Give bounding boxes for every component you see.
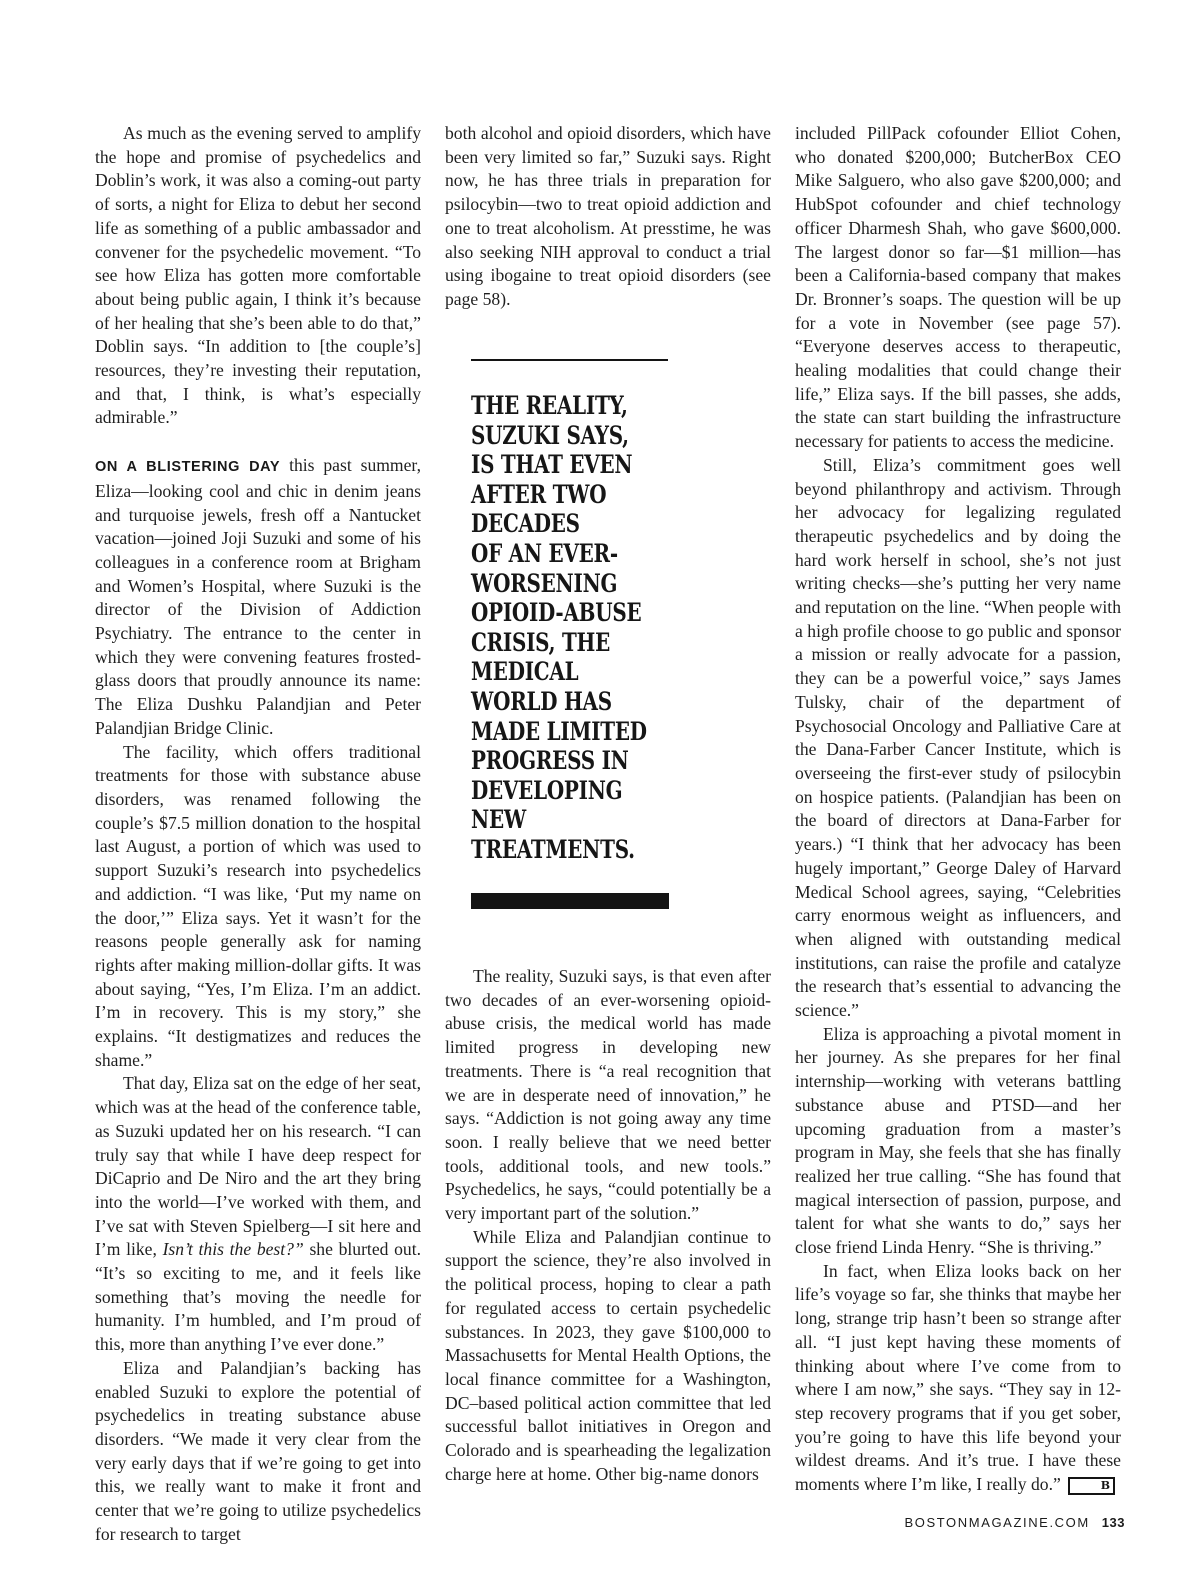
section-lead-in: ON A BLISTERING DAY bbox=[95, 459, 281, 476]
pull-quote-line: SUZUKI SAYS, bbox=[471, 420, 629, 451]
paragraph: Eliza and Palandjian’s backing has enabled Suzuki to explore the potential of psychedelics in treating substance abuse disorders. “We made it very clear from the very early days that if we’re going to get into this, we really want to make it front and center that we’re going to utilize psychedelics for research to target bbox=[95, 1357, 421, 1544]
article-end-mark-icon: B bbox=[1068, 1477, 1115, 1495]
paragraph: While Eliza and Palandjian continue to support the science, they’re also involved in the political process, hoping to clear a path for regulated access to certain psychedelic substances. In 2023, they gave $100,000 to Massachusetts for Mental Health Options, the local finance committee for a Washington, DC–based political action committee that led successful ballot initiatives in Oregon and Colorado and is spearheading the legalization charge here at home. Other big-name donors bbox=[445, 1226, 771, 1484]
pull-quote-line: MADE LIMITED bbox=[471, 716, 647, 747]
paragraph-continuation: included PillPack cofounder Elliot Cohen, who donated $200,000; ButcherBox CEO Mike Salguero, who also gave $200,000; and HubSpot cofounder and chief technology officer Dharmesh Shah, who gave $600,000. The largest donor so far—$1 million—has been a California-based company that makes Dr. Bronner’s soaps. The question will be up for a vote in November (see page 57). “Everyone deserves access to therapeutic, healing modalities that could change their life,” Eliza says. If the bill passes, she adds, the state can start building the infrastructure necessary for patients to access the medicine. bbox=[795, 123, 1121, 452]
footer-page-number: 133 bbox=[1101, 1515, 1125, 1530]
paragraph: The reality, Suzuki says, is that even after two decades of an ever-worsening opioid-abuse crisis, the medical world has made limited progress in developing new treatments. There is “a real recognition that we are in desperate need of innovation,” he says. “Addiction is not going away any time soon. I really believe that we need better tools, additional tools, and new tools.” Psychedelics, he says, “could potentially be a very important part of the solution.” bbox=[445, 966, 771, 1224]
pull-quote-text bbox=[471, 391, 647, 866]
paragraph-text: this past summer, Eliza—looking cool and chic in denim jeans and turquoise jewels, fresh off a Nantucket vacation—joined Joji Suzuki and some of his colleagues in a conference room at Brigham and Women’s Hospital, where Suzuki is the director of the Division of Addiction Psychiatry. The entrance to the center in which they were convening features frosted-glass doors that proudly announce its name: The Eliza Dushku Palandjian and Peter Palandjian Bridge Clinic. bbox=[95, 455, 421, 738]
pull-quote-bottom-bar bbox=[471, 893, 669, 909]
paragraph-text: That day, Eliza sat on the edge of her seat, which was at the head of the conference table, as Suzuki updated her on his research. “I can truly say that while I have deep respect for DiCaprio and De Niro and the art they bring into the world—I’ve worked with them, and I’ve sat with Steven Spielberg—I sit here and I’m like, bbox=[95, 1073, 421, 1260]
paragraph-text: she blurted out. “It’s so exciting to me, and it feels like something that’s moving the needle for humanity. I’m humbled, and I’m proud of this, more than anything I’ve ever done.” bbox=[95, 1239, 421, 1355]
page-footer bbox=[905, 1515, 1126, 1530]
pull-quote-line: DEVELOPING bbox=[471, 775, 623, 806]
pull-quote-line: IS THAT EVEN bbox=[471, 450, 633, 481]
paragraph-text: In fact, when Eliza looks back on her life’s voyage so far, she thinks that maybe her long, strange trip hasn’t been so strange after all. “I just kept having these moments of thinking about where I’ve come from to where I am now,” she says. “They say in 12-step recovery programs that if you get sober, you’re going to have this life beyond your wildest dreams. And it’s true. I have these moments where I’m like, I really do.” bbox=[795, 1260, 1121, 1495]
pull-quote bbox=[471, 359, 671, 909]
column-left bbox=[95, 122, 421, 1546]
pull-quote-line: NEW bbox=[471, 805, 526, 836]
pull-quote-line: OPIOID-ABUSE bbox=[471, 598, 642, 629]
column-right bbox=[795, 122, 1121, 1497]
paragraph bbox=[795, 1260, 1121, 1497]
paragraph bbox=[95, 1072, 421, 1356]
paragraph: The facility, which offers traditional treatments for those with substance abuse disorders, was renamed following the couple’s $7.5 million donation to the hospital last August, a portion of which was used to support Suzuki’s research into psychedelics and addiction. “I was like, ‘Put my name on the door,’” Eliza says. Yet it wasn’t for the reasons people generally ask for naming rights after making million-dollar gifts. It was about saying, “Yes, I’m Eliza. I’m an addict. I’m in recovery. This is my story,” she explains. “It destigmatizes and reduces the shame.” bbox=[95, 741, 421, 1070]
paragraph: As much as the evening served to amplify the hope and promise of psychedelics and Doblin’s work, it was also a coming-out party of sorts, a night for Eliza to debut her second life as something of a public ambassador and convener for the psychedelic movement. “To see how Eliza has gotten more comfortable about being public again, I think it’s because of her healing that she’s been able to do that,” Doblin says. “In addition to [the couple’s] resources, they’re investing their reputation, and that, I think, is what’s especially admirable.” bbox=[95, 123, 421, 428]
pull-quote-line: THE REALITY, bbox=[471, 391, 628, 421]
paragraph: Eliza is approaching a pivotal moment in her journey. As she prepares for her final internship—working with veterans battling substance abuse and PTSD—and her upcoming graduation from a master’s program in May, she feels that she has finally realized her true calling. “She has found that magical intersection of passion, purpose, and talent for what she wants to do,” says her close friend Linda Henry. “She is thriving.” bbox=[795, 1023, 1121, 1258]
pull-quote-line: WORSENING bbox=[471, 568, 618, 599]
pull-quote-line: PROGRESS IN bbox=[471, 746, 629, 777]
column-middle bbox=[445, 122, 771, 1484]
paragraph: Still, Eliza’s commitment goes well beyond philanthropy and activism. Through her advocacy for legalizing regulated therapeutic psychedelics and by doing the hard work herself in school, she’s not just writing checks—she’s putting her very name and reputation on the line. “When people with a high profile choose to go public and sponsor a mission or really advocate for a passion, they can be a powerful voice,” says James Tulsky, chair of the department of Psychosocial Oncology and Palliative Care at the Dana-Farber Cancer Institute, which is overseeing the first-ever study of psilocybin on hospice patients. (Palandjian has been on the board of directors at Dana-Farber for years.) “I think that her advocacy has been hugely important,” George Daley of Harvard Medical School agrees, saying, “Celebrities carry enormous weight as influencers, and when aligned with outstanding medical institutions, can raise the profile and catalyze the research that’s essential to advancing the science.” bbox=[795, 454, 1121, 1021]
paragraph-section-start bbox=[95, 454, 421, 740]
paragraph-continuation: both alcohol and opioid disorders, which have been very limited so far,” Suzuki says. Right now, he has three trials in preparation for psilocybin—two to treat opioid addiction and one to treat alcoholism. At presstime, he was also seeking NIH approval to conduct a trial using ibogaine to treat opioid disorders (see page 58). bbox=[445, 123, 771, 309]
pull-quote-line: OF AN EVER- bbox=[471, 538, 618, 569]
pull-quote-line: CRISIS, THE bbox=[471, 627, 611, 658]
column-middle-lower bbox=[445, 965, 771, 1486]
pull-quote-line: DECADES bbox=[471, 509, 580, 540]
pull-quote-top-rule bbox=[471, 359, 668, 361]
pull-quote-line: AFTER TWO bbox=[471, 479, 607, 510]
pull-quote-line: MEDICAL bbox=[471, 657, 579, 688]
footer-site-name: BOSTONMAGAZINE.COM bbox=[904, 1515, 1090, 1530]
pull-quote-line: WORLD HAS bbox=[471, 686, 612, 717]
pull-quote-line: TREATMENTS. bbox=[471, 834, 635, 865]
italic-phrase: Isn’t this the best?” bbox=[162, 1239, 304, 1260]
